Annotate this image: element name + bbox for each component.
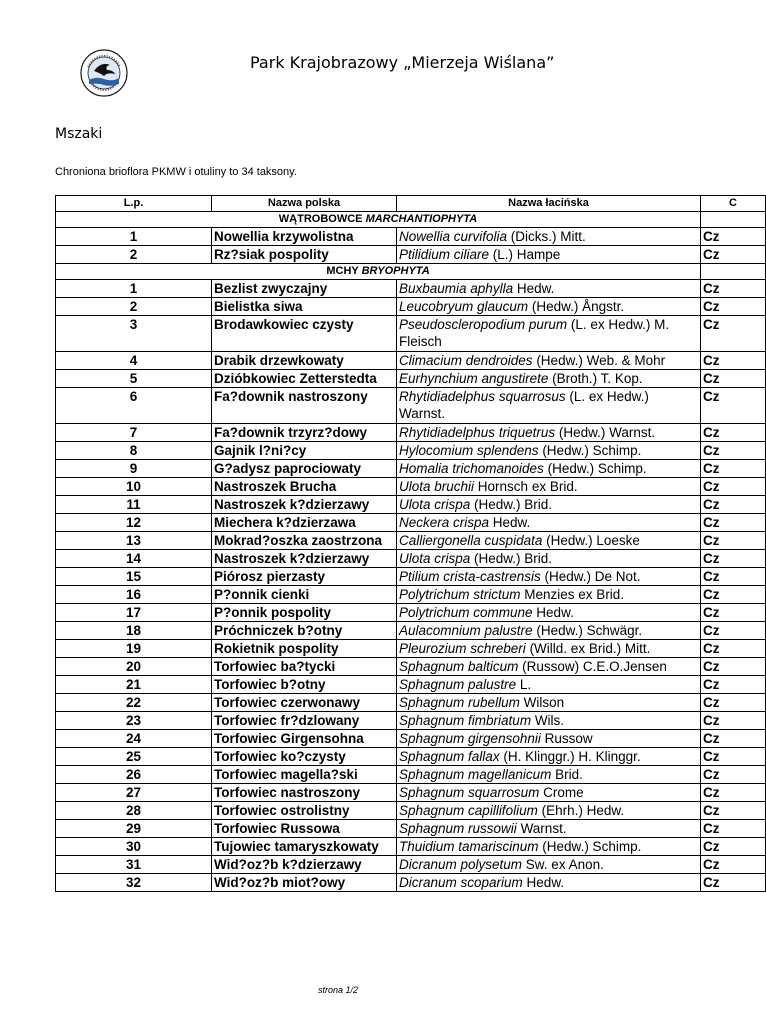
latin-name-author: (Hedw.) Loeske (542, 533, 640, 548)
latin-name-italic: Leucobryum glaucum (399, 299, 529, 314)
group-label-plain: WĄTROBOWCE (278, 213, 366, 225)
table-row (56, 838, 766, 856)
cell-polish-name: Torfowiec Girgensohna (212, 730, 397, 748)
cell-status: Cz (701, 766, 766, 784)
latin-name-author: Crome (539, 785, 584, 800)
group-label (56, 264, 701, 280)
page-title: Park Krajobrazowy „Mierzeja Wiślana” (250, 53, 555, 72)
cell-status: Cz (701, 280, 766, 298)
cell-lp: 29 (56, 820, 212, 838)
table-row (56, 712, 766, 730)
cell-polish-name: Wid?oz?b miot?owy (212, 874, 397, 892)
cell-latin-name (397, 838, 701, 856)
cell-lp: 14 (56, 550, 212, 568)
cell-latin-name (397, 388, 701, 424)
cell-status: Cz (701, 442, 766, 460)
cell-latin-name (397, 766, 701, 784)
latin-name-author: (Hedw.) Schimp. (543, 461, 647, 476)
table-row (56, 316, 766, 352)
cell-status: Cz (701, 532, 766, 550)
group-label (56, 212, 701, 228)
latin-name-author: Wils. (531, 713, 565, 728)
cell-polish-name: Torfowiec ba?tycki (212, 658, 397, 676)
cell-latin-name (397, 352, 701, 370)
latin-name-author: L. (516, 677, 532, 692)
latin-name-italic: Sphagnum palustre (399, 677, 517, 692)
latin-name-italic: Nowellia curvifolia (399, 229, 508, 244)
cell-lp: 21 (56, 676, 212, 694)
cell-polish-name: Nowellia krzywolistna (212, 228, 397, 246)
intro-text: Chroniona brioflora PKMW i otuliny to 34 taksony. (55, 166, 297, 178)
latin-name-italic: Eurhynchium angustirete (399, 371, 549, 386)
cell-lp: 26 (56, 766, 212, 784)
cell-polish-name: Torfowiec ko?czysty (212, 748, 397, 766)
cell-lp: 6 (56, 388, 212, 424)
cell-status: Cz (701, 640, 766, 658)
cell-lp: 30 (56, 838, 212, 856)
cell-status: Cz (701, 730, 766, 748)
table-row (56, 604, 766, 622)
cell-status: Cz (701, 874, 766, 892)
table-row (56, 802, 766, 820)
cell-lp: 11 (56, 496, 212, 514)
group-header-row (56, 264, 766, 280)
group-label-latin: BRYOPHYTA (361, 265, 430, 277)
cell-polish-name: Brodawkowiec czysty (212, 316, 397, 352)
cell-status: Cz (701, 604, 766, 622)
latin-name-italic: Sphagnum fimbriatum (399, 713, 532, 728)
cell-polish-name: P?onnik cienki (212, 586, 397, 604)
cell-status: Cz (701, 784, 766, 802)
latin-name-italic: Dicranum polysetum (399, 857, 523, 872)
cell-lp: 2 (56, 298, 212, 316)
cell-lp: 27 (56, 784, 212, 802)
cell-polish-name: Torfowiec magella?ski (212, 766, 397, 784)
cell-latin-name (397, 640, 701, 658)
cell-latin-name (397, 568, 701, 586)
cell-status: Cz (701, 820, 766, 838)
group-label-latin: MARCHANTIOPHYTA (365, 213, 478, 225)
cell-status: Cz (701, 856, 766, 874)
latin-name-italic: Sphagnum balticum (399, 659, 519, 674)
cell-polish-name: Mokrad?oszka zaostrzona (212, 532, 397, 550)
table-row (56, 766, 766, 784)
cell-latin-name (397, 676, 701, 694)
cell-polish-name: Gajnik l?ni?cy (212, 442, 397, 460)
latin-name-author: Wilson (519, 695, 565, 710)
latin-name-italic: Pleurozium schreberi (399, 641, 526, 656)
latin-name-italic: Buxbaumia aphylla (399, 281, 514, 296)
cell-lp: 12 (56, 514, 212, 532)
cell-latin-name (397, 856, 701, 874)
cell-status: Cz (701, 478, 766, 496)
latin-name-author: (Hedw.) Schwägr. (532, 623, 643, 638)
cell-polish-name: Bezlist zwyczajny (212, 280, 397, 298)
latin-name-author: (Hedw.) De Not. (540, 569, 641, 584)
latin-name-italic: Sphagnum russowii (399, 821, 517, 836)
latin-name-italic: Dicranum scoparium (399, 875, 523, 890)
cell-lp: 22 (56, 694, 212, 712)
cell-polish-name: Dzióbkowiec Zetterstedta (212, 370, 397, 388)
latin-name-author: (H. Klinggr.) H. Klinggr. (499, 749, 641, 764)
table-row (56, 748, 766, 766)
cell-lp: 3 (56, 316, 212, 352)
column-header-polish-name: Nazwa polska (212, 196, 397, 212)
cell-status: Cz (701, 676, 766, 694)
latin-name-author: Russow (540, 731, 593, 746)
cell-status: Cz (701, 658, 766, 676)
cell-lp: 4 (56, 352, 212, 370)
cell-lp: 31 (56, 856, 212, 874)
table-row (56, 478, 766, 496)
cell-latin-name (397, 424, 701, 442)
latin-name-author: (Hedw.) Schimp. (538, 443, 642, 458)
cell-latin-name (397, 586, 701, 604)
cell-latin-name (397, 442, 701, 460)
cell-status: Cz (701, 460, 766, 478)
table-row (56, 442, 766, 460)
table-row (56, 658, 766, 676)
cell-lp: 17 (56, 604, 212, 622)
cell-latin-name (397, 532, 701, 550)
table-row (56, 694, 766, 712)
latin-name-italic: Sphagnum capillifolium (399, 803, 538, 818)
latin-name-italic: Sphagnum magellanicum (399, 767, 552, 782)
cell-lp: 16 (56, 586, 212, 604)
cell-status: Cz (701, 802, 766, 820)
latin-name-author: Menzies ex Brid. (520, 587, 625, 602)
cell-lp: 23 (56, 712, 212, 730)
cell-latin-name (397, 730, 701, 748)
table-row (56, 514, 766, 532)
cell-lp: 5 (56, 370, 212, 388)
cell-latin-name (397, 228, 701, 246)
latin-name-author: (L.) Hampe (489, 247, 561, 262)
latin-name-author: (Dicks.) Mitt. (507, 229, 586, 244)
page-footer: strona 1/2 (318, 985, 359, 995)
cell-lp: 13 (56, 532, 212, 550)
latin-name-author: Brid. (551, 767, 583, 782)
cell-polish-name: Drabik drzewkowaty (212, 352, 397, 370)
table-row (56, 388, 766, 424)
cell-polish-name: Nastroszek Brucha (212, 478, 397, 496)
table-row (56, 550, 766, 568)
cell-lp: 10 (56, 478, 212, 496)
cell-status: Cz (701, 712, 766, 730)
cell-latin-name (397, 820, 701, 838)
table-row (56, 246, 766, 264)
cell-latin-name (397, 622, 701, 640)
cell-latin-name (397, 658, 701, 676)
cell-latin-name (397, 246, 701, 264)
cell-status: Cz (701, 550, 766, 568)
cell-latin-name (397, 298, 701, 316)
latin-name-italic: Ulota crispa (399, 551, 471, 566)
cell-polish-name: Wid?oz?b k?dzierzawy (212, 856, 397, 874)
latin-name-italic: Rhytidiadelphus squarrosus (399, 389, 566, 404)
cell-status: Cz (701, 568, 766, 586)
table-row (56, 532, 766, 550)
cell-latin-name (397, 712, 701, 730)
table-row (56, 424, 766, 442)
cell-status: Cz (701, 228, 766, 246)
cell-lp: 15 (56, 568, 212, 586)
group-status-cell (701, 212, 766, 228)
cell-lp: 8 (56, 442, 212, 460)
cell-polish-name: Próchniczek b?otny (212, 622, 397, 640)
group-label-plain: MCHY (326, 265, 362, 277)
latin-name-italic: Pseudoscleropodium purum (399, 317, 568, 332)
table-row (56, 730, 766, 748)
cell-status: Cz (701, 748, 766, 766)
cell-latin-name (397, 316, 701, 352)
cell-status: Cz (701, 694, 766, 712)
cell-polish-name: Torfowiec ostrolistny (212, 802, 397, 820)
table-row (56, 676, 766, 694)
cell-status: Cz (701, 370, 766, 388)
table-row (56, 228, 766, 246)
table-row (56, 298, 766, 316)
table-body (56, 212, 766, 892)
cell-polish-name: Torfowiec czerwonawy (212, 694, 397, 712)
latin-name-author: (Hedw.) Ångstr. (528, 299, 625, 314)
section-title: Mszaki (55, 126, 103, 142)
cell-latin-name (397, 514, 701, 532)
latin-name-italic: Rhytidiadelphus triquetrus (399, 425, 556, 440)
cell-polish-name: Torfowiec b?otny (212, 676, 397, 694)
cell-polish-name: Piórosz pierzasty (212, 568, 397, 586)
cell-latin-name (397, 784, 701, 802)
cell-polish-name: Torfowiec fr?dzlowany (212, 712, 397, 730)
cell-status: Cz (701, 388, 766, 424)
cell-status: Cz (701, 424, 766, 442)
cell-status: Cz (701, 352, 766, 370)
column-header-lp: L.p. (56, 196, 212, 212)
cell-latin-name (397, 370, 701, 388)
group-status-cell (701, 264, 766, 280)
latin-name-author: (L. ex Hedw.) Warnst. (399, 389, 649, 421)
cell-polish-name: Rz?siak pospolity (212, 246, 397, 264)
cell-lp: 7 (56, 424, 212, 442)
table-row (56, 568, 766, 586)
table-row (56, 856, 766, 874)
cell-polish-name: Rokietnik pospolity (212, 640, 397, 658)
cell-latin-name (397, 478, 701, 496)
latin-name-author: (Broth.) T. Kop. (548, 371, 643, 386)
cell-status: Cz (701, 496, 766, 514)
latin-name-author: (Russow) C.E.O.Jensen (518, 659, 667, 674)
cell-polish-name: Miechera k?dzierzawa (212, 514, 397, 532)
latin-name-italic: Hylocomium splendens (399, 443, 539, 458)
latin-name-author: Hedw. (513, 281, 555, 296)
table-row (56, 280, 766, 298)
latin-name-author: (Hedw.) Warnst. (555, 425, 656, 440)
cell-lp: 9 (56, 460, 212, 478)
cell-latin-name (397, 874, 701, 892)
latin-name-author: Sw. ex Anon. (522, 857, 604, 872)
latin-name-italic: Homalia trichomanoides (399, 461, 544, 476)
cell-lp: 20 (56, 658, 212, 676)
cell-latin-name (397, 460, 701, 478)
latin-name-italic: Sphagnum rubellum (399, 695, 520, 710)
table-row (56, 820, 766, 838)
latin-name-italic: Ulota bruchii (399, 479, 475, 494)
cell-polish-name: G?adysz paprociowaty (212, 460, 397, 478)
table-row (56, 460, 766, 478)
cell-polish-name: Tujowiec tamaryszkowaty (212, 838, 397, 856)
table-row (56, 784, 766, 802)
latin-name-italic: Polytrichum strictum (399, 587, 521, 602)
cell-lp: 28 (56, 802, 212, 820)
species-table (55, 195, 766, 892)
latin-name-italic: Neckera crispa (399, 515, 490, 530)
cell-lp: 2 (56, 246, 212, 264)
latin-name-italic: Aulacomnium palustre (399, 623, 533, 638)
latin-name-italic: Calliergonella cuspidata (399, 533, 543, 548)
cell-lp: 18 (56, 622, 212, 640)
cell-status: Cz (701, 316, 766, 352)
latin-name-author: (Willd. ex Brid.) Mitt. (525, 641, 651, 656)
cell-lp: 24 (56, 730, 212, 748)
table-row (56, 496, 766, 514)
table-row (56, 874, 766, 892)
cell-status: Cz (701, 622, 766, 640)
table-header-row (56, 196, 766, 212)
cell-latin-name (397, 496, 701, 514)
cell-latin-name (397, 604, 701, 622)
latin-name-italic: Ptilium crista-castrensis (399, 569, 541, 584)
table-row (56, 622, 766, 640)
latin-name-italic: Ptilidium ciliare (399, 247, 490, 262)
cell-latin-name (397, 550, 701, 568)
latin-name-author: (Ehrh.) Hedw. (537, 803, 625, 818)
cell-status: Cz (701, 298, 766, 316)
table-row (56, 586, 766, 604)
cell-polish-name: Fa?downik trzyrz?dowy (212, 424, 397, 442)
cell-lp: 1 (56, 228, 212, 246)
cell-polish-name: P?onnik pospolity (212, 604, 397, 622)
latin-name-italic: Thuidium tamariscinum (399, 839, 539, 854)
latin-name-author: Warnst. (516, 821, 567, 836)
latin-name-author: (Hedw.) Brid. (470, 551, 553, 566)
cell-polish-name: Torfowiec nastroszony (212, 784, 397, 802)
cell-lp: 32 (56, 874, 212, 892)
cell-latin-name (397, 280, 701, 298)
column-header-latin-name: Nazwa łacińska (397, 196, 701, 212)
cell-lp: 1 (56, 280, 212, 298)
table-row (56, 352, 766, 370)
latin-name-author: (Hedw.) Schimp. (538, 839, 642, 854)
latin-name-author: Hedw. (489, 515, 531, 530)
latin-name-italic: Polytrichum commune (399, 605, 533, 620)
cell-status: Cz (701, 514, 766, 532)
latin-name-italic: Climacium dendroides (399, 353, 533, 368)
cell-polish-name: Fa?downik nastroszony (212, 388, 397, 424)
cell-polish-name: Nastroszek k?dzierzawy (212, 496, 397, 514)
cell-status: Cz (701, 586, 766, 604)
group-header-row (56, 212, 766, 228)
cell-latin-name (397, 694, 701, 712)
cell-lp: 19 (56, 640, 212, 658)
column-header-status: C (701, 196, 766, 212)
cell-polish-name: Torfowiec Russowa (212, 820, 397, 838)
latin-name-author: Hedw. (522, 875, 565, 890)
table-row (56, 370, 766, 388)
latin-name-author: (L. ex Hedw.) M. Fleisch (399, 317, 670, 349)
latin-name-author: Hedw. (532, 605, 574, 620)
cell-polish-name: Bielistka siwa (212, 298, 397, 316)
latin-name-italic: Sphagnum squarrosum (399, 785, 540, 800)
latin-name-author: (Hedw.) Brid. (470, 497, 553, 512)
latin-name-author: Hornsch ex Brid. (474, 479, 578, 494)
cell-status: Cz (701, 246, 766, 264)
cell-lp: 25 (56, 748, 212, 766)
latin-name-author: (Hedw.) Web. & Mohr (532, 353, 666, 368)
cell-latin-name (397, 748, 701, 766)
park-logo (80, 49, 128, 97)
latin-name-italic: Ulota crispa (399, 497, 471, 512)
latin-name-italic: Sphagnum fallax (399, 749, 500, 764)
table-row (56, 640, 766, 658)
cell-status: Cz (701, 838, 766, 856)
latin-name-italic: Sphagnum girgensohnii (399, 731, 541, 746)
cell-latin-name (397, 802, 701, 820)
cell-polish-name: Nastroszek k?dzierzawy (212, 550, 397, 568)
